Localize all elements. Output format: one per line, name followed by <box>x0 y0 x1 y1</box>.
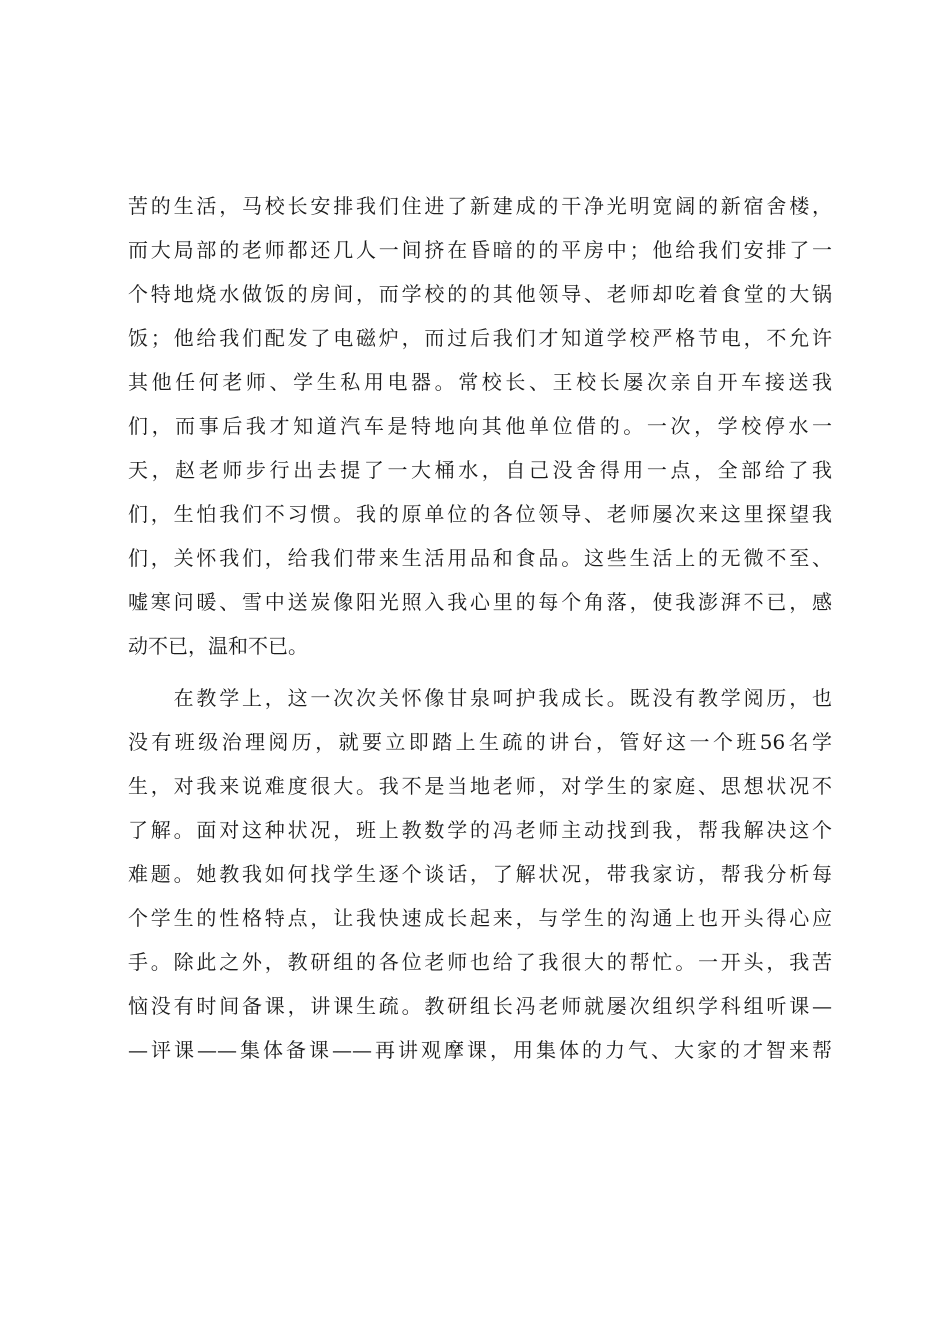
text-line: 个学生的性格特点，让我快速成长起来，与学生的沟通上也开头得心应 <box>128 906 832 930</box>
paragraph-1 <box>128 184 832 668</box>
text-line: 没有班级治理阅历，就要立即踏上生疏的讲台，管好这一个班56名学 <box>128 730 832 754</box>
text-line: —评课——集体备课——再讲观摩课，用集体的力气、大家的才智来帮 <box>128 1038 832 1062</box>
text-line: 动不已，温和不已。 <box>128 634 308 658</box>
paragraph-2 <box>128 676 832 1072</box>
text-line: 难题。她教我如何找学生逐个谈话，了解状况，带我家访，帮我分析每 <box>128 862 832 886</box>
text-line: 手。除此之外，教研组的各位老师也给了我很大的帮忙。一开头，我苦 <box>128 950 832 974</box>
text-line: 们，而事后我才知道汽车是特地向其他单位借的。一次，学校停水一 <box>128 414 832 438</box>
text-line: 而大局部的老师都还几人一间挤在昏暗的的平房中；他给我们安排了一 <box>128 238 832 262</box>
text-line: 了解。面对这种状况，班上教数学的冯老师主动找到我，帮我解决这个 <box>128 818 832 842</box>
paragraph-gap <box>128 668 832 676</box>
text-line: 个特地烧水做饭的房间，而学校的的其他领导、老师却吃着食堂的大锅 <box>128 282 832 306</box>
body-text <box>128 184 832 1072</box>
text-line: 苦的生活，马校长安排我们住进了新建成的干净光明宽阔的新宿舍楼， <box>128 194 832 218</box>
text-line: 恼没有时间备课，讲课生疏。教研组长冯老师就屡次组织学科组听课— <box>128 994 832 1018</box>
text-line: 天，赵老师步行出去提了一大桶水，自己没舍得用一点，全部给了我 <box>128 458 832 482</box>
text-line: 在教学上，这一次次关怀像甘泉呵护我成长。既没有教学阅历，也 <box>128 686 832 710</box>
text-line: 生，对我来说难度很大。我不是当地老师，对学生的家庭、思想状况不 <box>128 774 832 798</box>
text-line: 们，关怀我们，给我们带来生活用品和食品。这些生活上的无微不至、 <box>128 546 832 570</box>
text-line: 们，生怕我们不习惯。我的原单位的各位领导、老师屡次来这里探望我 <box>128 502 832 526</box>
text-line: 饭；他给我们配发了电磁炉，而过后我们才知道学校严格节电，不允许 <box>128 326 832 350</box>
text-line: 其他任何老师、学生私用电器。常校长、王校长屡次亲自开车接送我 <box>128 370 832 394</box>
text-line: 嘘寒问暖、雪中送炭像阳光照入我心里的每个角落，使我澎湃不已，感 <box>128 590 832 614</box>
